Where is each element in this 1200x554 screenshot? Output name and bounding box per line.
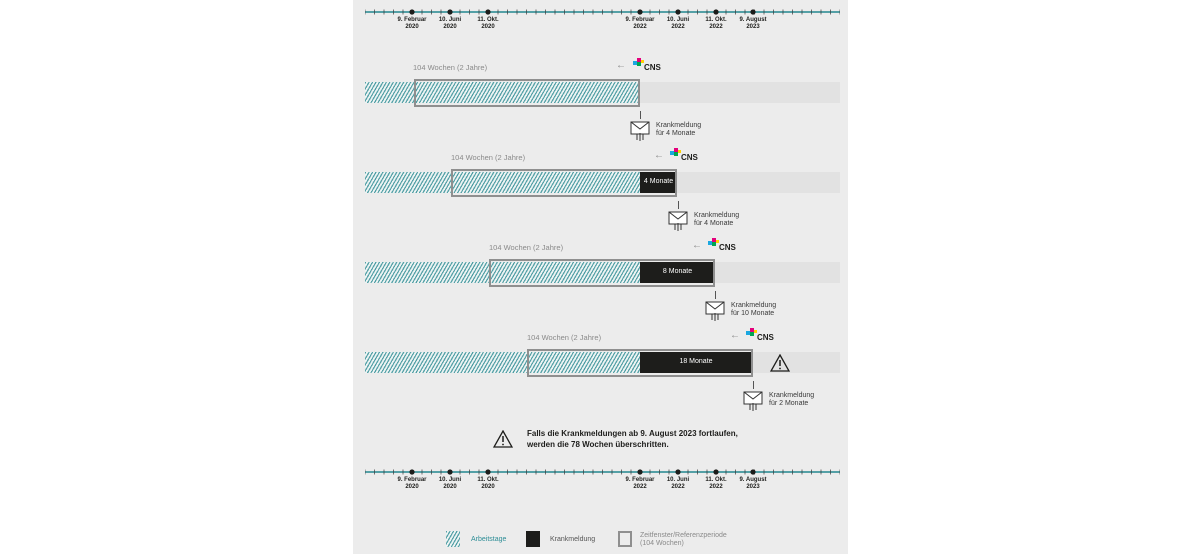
cns-label: CNS (719, 243, 736, 252)
date-marker (675, 469, 680, 474)
period-label: 104 Wochen (2 Jahre) (489, 243, 564, 252)
warning-triangle-icon (493, 430, 513, 448)
date-marker (750, 9, 755, 14)
date-label-year: 2020 (481, 24, 495, 30)
legend (353, 528, 848, 552)
date-label (728, 17, 778, 31)
notice-line2: werden die 78 Wochen überschritten. (527, 440, 669, 449)
envelope-hand-icon (667, 210, 689, 232)
mail-label (731, 302, 776, 318)
mail-label (769, 392, 814, 408)
row-3 (353, 238, 848, 328)
date-label-year: 2020 (443, 484, 457, 490)
date-label-year: 2020 (405, 484, 419, 490)
mail-label-line1: Krankmeldung (656, 122, 702, 129)
sick-leave-label: 8 Monate (662, 268, 693, 275)
top-timeline (365, 8, 840, 38)
sick-leave-label: 4 Monate (643, 178, 674, 185)
date-label-year: 2022 (671, 484, 685, 490)
date-label-day: 10. Juni (666, 477, 690, 483)
mail-label-line2: für 4 Monate (656, 130, 696, 137)
date-marker (409, 9, 414, 14)
date-label-year: 2023 (746, 484, 760, 490)
date-label-day: 11. Okt. (705, 477, 727, 483)
date-marker (713, 9, 718, 14)
date-label-day: 9. Februar (625, 477, 655, 483)
row-1 (353, 58, 848, 148)
date-label-day: 10. Juni (666, 17, 690, 23)
mail-label-line1: Krankmeldung (769, 392, 815, 399)
date-label-year: 2023 (746, 24, 760, 30)
date-label-year: 2020 (481, 484, 495, 490)
period-label: 104 Wochen (2 Jahre) (451, 153, 526, 162)
date-label-day: 9. Februar (397, 477, 427, 483)
cns-label: CNS (757, 333, 774, 342)
date-label-year: 2022 (709, 484, 723, 490)
row-2 (353, 148, 848, 238)
envelope-hand-icon (704, 300, 726, 322)
date-label-day: 9. August (739, 477, 767, 483)
date-label-year: 2020 (405, 24, 419, 30)
date-label-year: 2022 (709, 24, 723, 30)
date-label-day: 9. Februar (625, 17, 655, 23)
date-marker (750, 469, 755, 474)
notice-line1: Falls die Krankmeldungen ab 9. August 2023 fortlaufen, (527, 429, 738, 438)
bottom-timeline-axis (365, 468, 840, 476)
legend-window-label (640, 532, 727, 548)
date-label-day: 10. Juni (438, 477, 462, 483)
date-label (463, 477, 513, 491)
mail-arrow-up (640, 111, 641, 119)
reference-window (489, 259, 715, 287)
date-label-year: 2022 (633, 24, 647, 30)
date-marker (447, 9, 452, 14)
date-marker (447, 469, 452, 474)
mail-label-line2: für 10 Monate (731, 310, 775, 317)
cns-label: CNS (644, 63, 661, 72)
reference-window (527, 349, 753, 377)
mail-arrow-up (753, 381, 754, 389)
top-timeline-axis (365, 8, 840, 16)
row-4 (353, 328, 848, 418)
bottom-timeline (365, 468, 840, 498)
date-label-day: 9. August (739, 17, 767, 23)
date-marker (409, 469, 414, 474)
sick-leave-label: 18 Monate (679, 358, 713, 365)
date-label-year: 2022 (633, 484, 647, 490)
cns-arrow: ← (616, 60, 626, 71)
cns-label: CNS (681, 153, 698, 162)
date-marker (637, 9, 642, 14)
date-marker (675, 9, 680, 14)
date-label (463, 17, 513, 31)
notice-text (527, 428, 738, 450)
mail-label-line1: Krankmeldung (694, 212, 740, 219)
period-label: 104 Wochen (2 Jahre) (413, 63, 488, 72)
legend-window-line1: Zeitfenster/Referenzperiode (640, 532, 727, 539)
date-label-day: 10. Juni (438, 17, 462, 23)
warning-triangle-icon (770, 354, 790, 372)
mail-label (656, 122, 701, 138)
mail-arrow-up (715, 291, 716, 299)
legend-window-swatch (618, 531, 632, 547)
date-marker (485, 9, 490, 14)
legend-sick-leave-label: Krankmeldung (550, 536, 596, 543)
mail-label-line2: für 2 Monate (769, 400, 809, 407)
reference-window (414, 79, 640, 107)
period-label: 104 Wochen (2 Jahre) (527, 333, 602, 342)
date-marker (637, 469, 642, 474)
mail-arrow-up (678, 201, 679, 209)
date-marker (713, 469, 718, 474)
mail-label-line1: Krankmeldung (731, 302, 777, 309)
legend-window-line2: (104 Wochen) (640, 540, 684, 547)
date-label-day: 9. Februar (397, 17, 427, 23)
mail-label-line2: für 4 Monate (694, 220, 734, 227)
date-label-day: 11. Okt. (477, 477, 499, 483)
cns-arrow: ← (654, 150, 664, 161)
legend-work-days-swatch (446, 531, 460, 547)
cns-arrow: ← (692, 240, 702, 251)
date-label-year: 2022 (671, 24, 685, 30)
date-label (728, 477, 778, 491)
envelope-hand-icon (742, 390, 764, 412)
envelope-hand-icon (629, 120, 651, 142)
legend-work-days-label: Arbeitstage (471, 536, 507, 543)
date-label-year: 2020 (443, 24, 457, 30)
mail-label (694, 212, 739, 228)
date-marker (485, 469, 490, 474)
cns-arrow: ← (730, 330, 740, 341)
legend-sick-leave-swatch (526, 531, 540, 547)
date-label-day: 11. Okt. (705, 17, 727, 23)
reference-window (451, 169, 677, 197)
date-label-day: 11. Okt. (477, 17, 499, 23)
diagram-panel (353, 0, 848, 554)
